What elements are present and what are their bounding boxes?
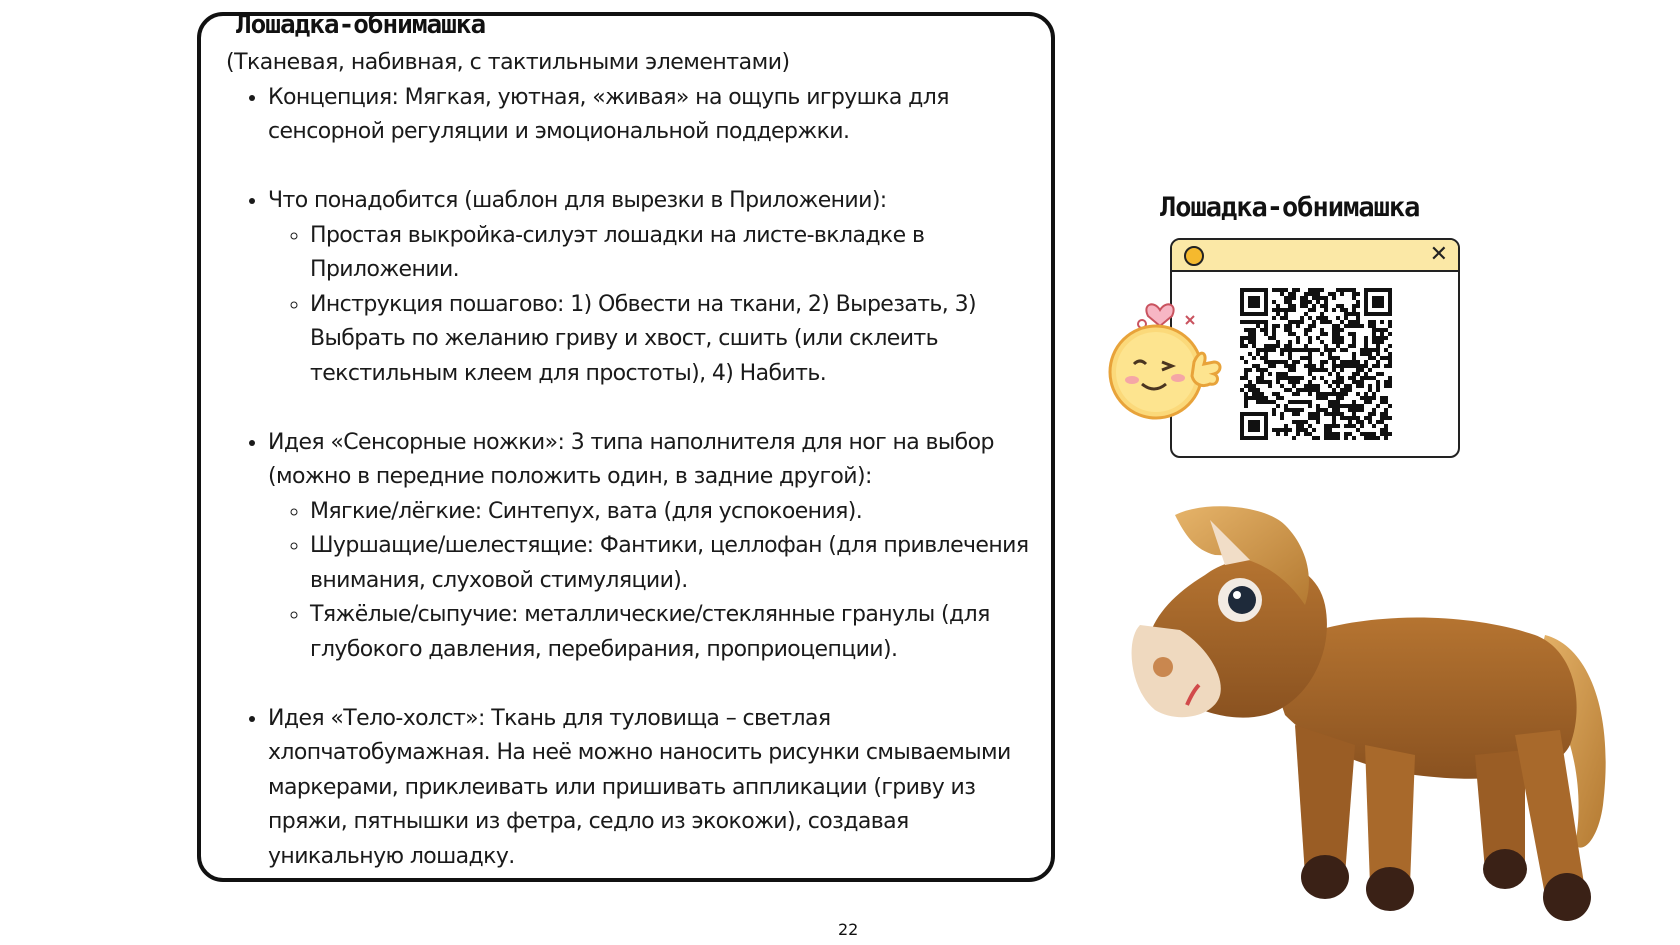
bullet-text: Идея «Сенсорные ножки»: 3 типа наполнителя для ног на выбор (можно в передние положить один, в задние другой): (268, 429, 994, 489)
card-content (226, 46, 1046, 874)
card-title: Лошадка-обнимашка (236, 10, 486, 40)
qr-code-icon[interactable] (1240, 288, 1392, 440)
window-dot-icon (1184, 246, 1204, 266)
bullet-body-canvas (268, 702, 1046, 875)
bullet-concept (268, 81, 1046, 150)
card-subtitle: (Тканевая, набивная, с тактильными элементами) (226, 50, 790, 75)
qr-window-titlebar (1172, 240, 1458, 272)
page-number: 22 (838, 920, 859, 939)
close-icon: ✕ (1429, 242, 1448, 267)
sub-list (268, 219, 1046, 392)
bullet-text: Что понадобится (шаблон для вырезки в Приложении): (268, 188, 887, 213)
sub-item: ◦ Простая выкройка-силуэт лошадки на листе-вкладке в Приложении. (310, 219, 1046, 288)
bullet-materials (268, 184, 1046, 391)
bullet-text: Идея «Тело-холст»: Ткань для туловища – светлая хлопчатобумажная. На неё можно наносить рисунки смываемыми маркерами, приклеивать или пришивать аппликации (гриву из пряжи, пятнышки из фетра, седло из экокожи), создавая уникальную лошадку. (268, 705, 1011, 869)
sub-item: ◦ Шуршащие/шелестящие: Фантики, целлофан (для привлечения внимания, слуховой стимуляции). (310, 529, 1046, 598)
sub-item: ◦ Инструкция пошагово: 1) Обвести на ткани, 2) Вырезать, 3) Выбрать по желанию гриву и хвост, сшить (или склеить текстильным клеем для простоты), 4) Набить. (310, 288, 1046, 392)
sub-item: ◦ Тяжёлые/сыпучие: металлические/стеклянные гранулы (для глубокого давления, перебирания, проприоцепции). (310, 598, 1046, 667)
horse-toy-illustration (1115, 505, 1660, 945)
bullet-list (226, 81, 1046, 875)
sub-item: ◦ Мягкие/лёгкие: Синтепух, вата (для успокоения). (310, 495, 1046, 530)
sub-list (268, 495, 1046, 668)
side-title: Лошадка-обнимашка (1160, 192, 1420, 223)
bullet-sensory-legs (268, 426, 1046, 668)
smiley-wink-icon (1098, 292, 1238, 432)
bullet-text: Концепция: Мягкая, уютная, «живая» на ощупь игрушка для сенсорной регуляции и эмоциональной поддержки. (268, 84, 949, 144)
